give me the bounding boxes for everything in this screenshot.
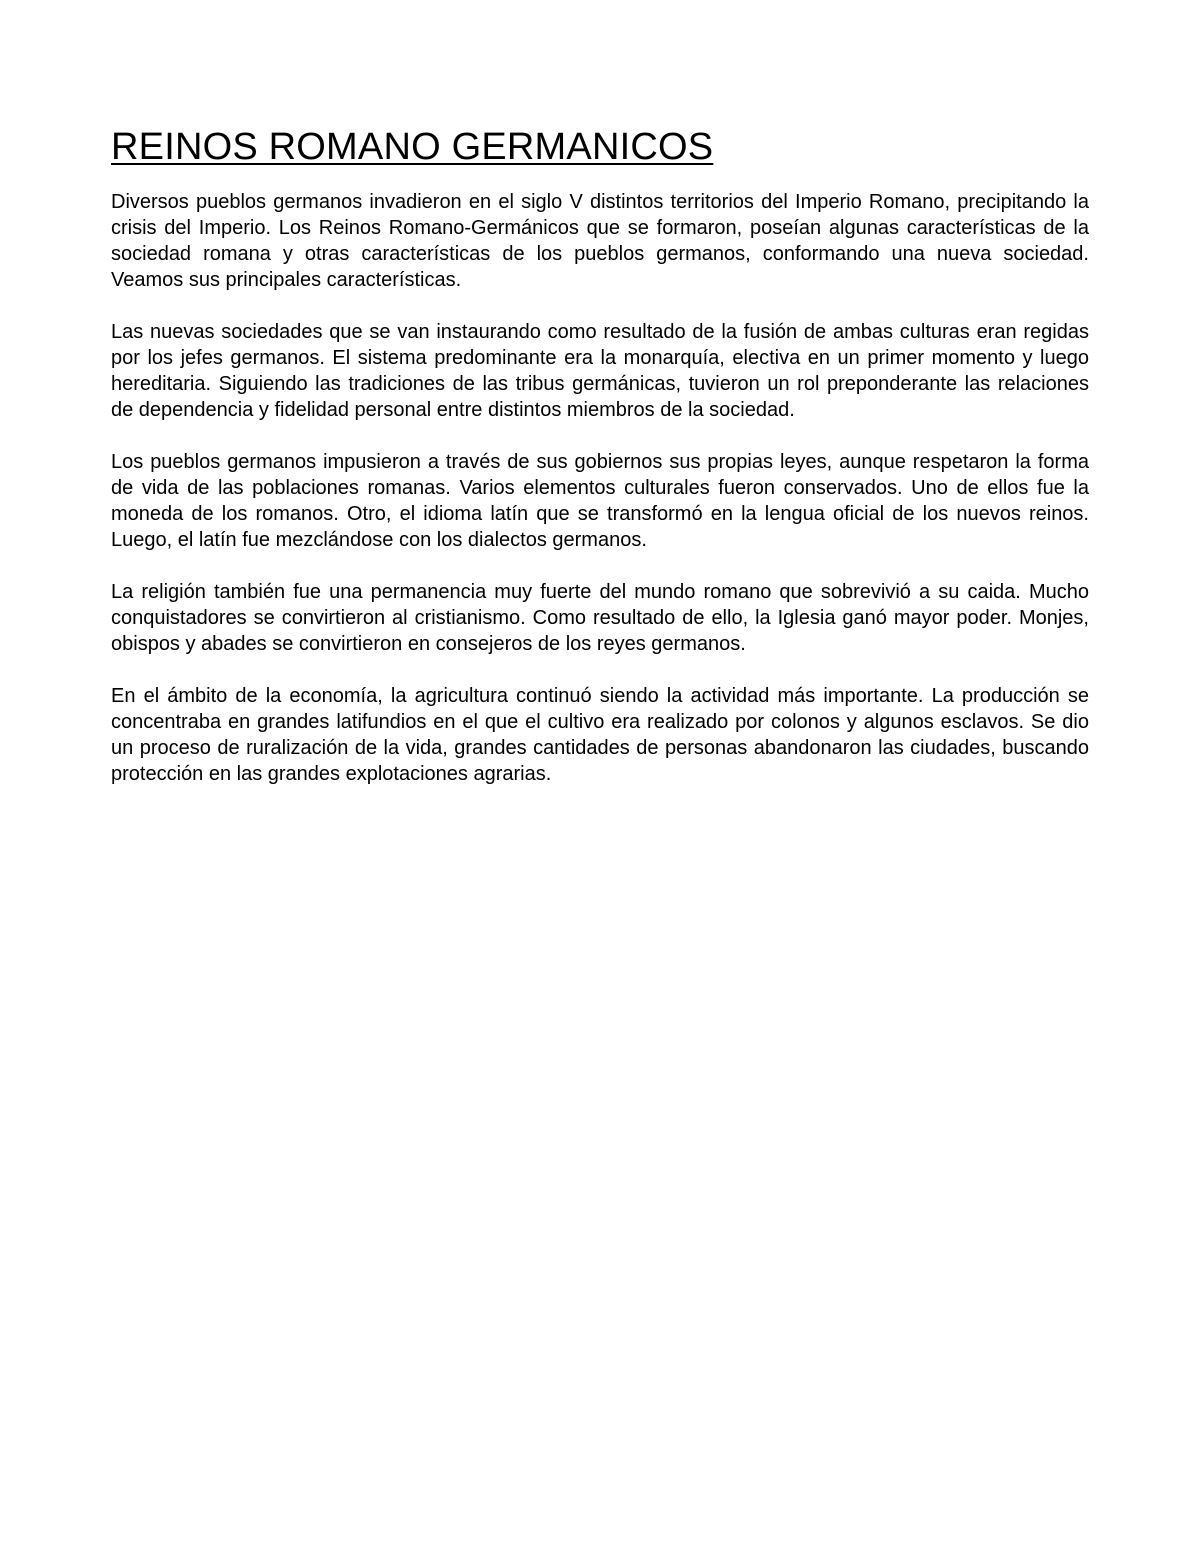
paragraph-society: Las nuevas sociedades que se van instaurando como resultado de la fusión de ambas culturas eran regidas por los jefes germanos. El sistema predominante era la monarquía, electiva en un primer momento y luego hereditaria. Siguiendo las tradiciones de las tribus germánicas, tuvieron un rol preponderante las relaciones de dependencia y fidelidad personal entre distintos miembros de la sociedad.: [111, 321, 1089, 421]
paragraph-economy: En el ámbito de la economía, la agricultura continuó siendo la actividad más importante. La producción se concentraba en grandes latifundios en el que el cultivo era realizado por colonos y algunos esclavos. Se dio un proceso de ruralización de la vida, grandes cantidades de personas abandonaron las ciudades, buscando protección en las grandes explotaciones agrarias.: [111, 685, 1089, 785]
document-title: REINOS ROMANO GERMANICOS: [111, 126, 714, 168]
paragraph-laws-culture: Los pueblos germanos impusieron a través de sus gobiernos sus propias leyes, aunque respetaron la forma de vida de las poblaciones romanas. Varios elementos culturales fueron conservados. Uno de ellos fue la moneda de los romanos. Otro, el idioma latín que se transformó en la lengua oficial de los nuevos reinos. Luego, el latín fue mezclándose con los dialectos germanos.: [111, 451, 1089, 551]
document-page: [111, 124, 1089, 813]
paragraph-intro: Diversos pueblos germanos invadieron en el siglo V distintos territorios del Imperio Romano, precipitando la crisis del Imperio. Los Reinos Romano-Germánicos que se formaron, poseían algunas características de la sociedad romana y otras características de los pueblos germanos, conformando una nueva sociedad. Veamos sus principales características.: [111, 191, 1089, 291]
paragraph-religion: La religión también fue una permanencia muy fuerte del mundo romano que sobrevivió a su caida. Mucho conquistadores se convirtieron al cristianismo. Como resultado de ello, la Iglesia ganó mayor poder. Monjes, obispos y abades se convirtieron en consejeros de los reyes germanos.: [111, 581, 1089, 655]
